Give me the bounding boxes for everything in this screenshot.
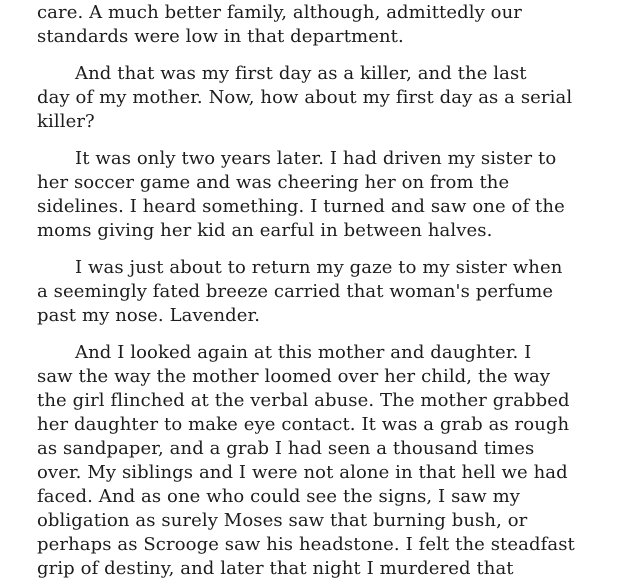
text-line: grip of destiny, and later that night I murdered that [37, 558, 514, 579]
text-line: standards were low in that department. [37, 26, 404, 47]
text-line: And I looked again at this mother and daughter. I [75, 342, 532, 363]
text-line: saw the way the mother loomed over her child, the way [37, 366, 551, 387]
paragraph [37, 341, 607, 581]
text-line: killer? [37, 111, 95, 132]
text-line: moms giving her kid an earful in between halves. [37, 220, 493, 241]
text-line: sidelines. I heard something. I turned and saw one of the [37, 196, 565, 217]
text-line: her soccer game and was cheering her on from the [37, 172, 510, 193]
text-line: over. My siblings and I were not alone in that hell we had [37, 462, 568, 483]
text-line: the girl flinched at the verbal abuse. The mother grabbed [37, 390, 570, 411]
text-line: a seemingly fated breeze carried that woman's perfume [37, 281, 554, 302]
paragraph [37, 62, 607, 134]
text-line: And that was my first day as a killer, and the last [75, 63, 527, 84]
paragraph [37, 1, 607, 49]
text-line: as sandpaper, and a grab I had seen a thousand times [37, 438, 535, 459]
text-line: obligation as surely Moses saw that burning bush, or [37, 510, 528, 531]
text-line: perhaps as Scrooge saw his headstone. I felt the steadfast [37, 534, 575, 555]
text-line: day of my mother. Now, how about my first day as a serial [37, 87, 573, 108]
text-line: faced. And as one who could see the signs, I saw my [37, 486, 521, 507]
paragraph [37, 147, 607, 243]
text-line: It was only two years later. I had driven my sister to [75, 148, 557, 169]
text-line: I was just about to return my gaze to my sister when [75, 257, 563, 278]
paragraph [37, 256, 607, 328]
text-line: past my nose. Lavender. [37, 305, 261, 326]
text-line: her daughter to make eye contact. It was a grab as rough [37, 414, 570, 435]
text-line: care. A much better family, although, admittedly our [37, 2, 523, 23]
